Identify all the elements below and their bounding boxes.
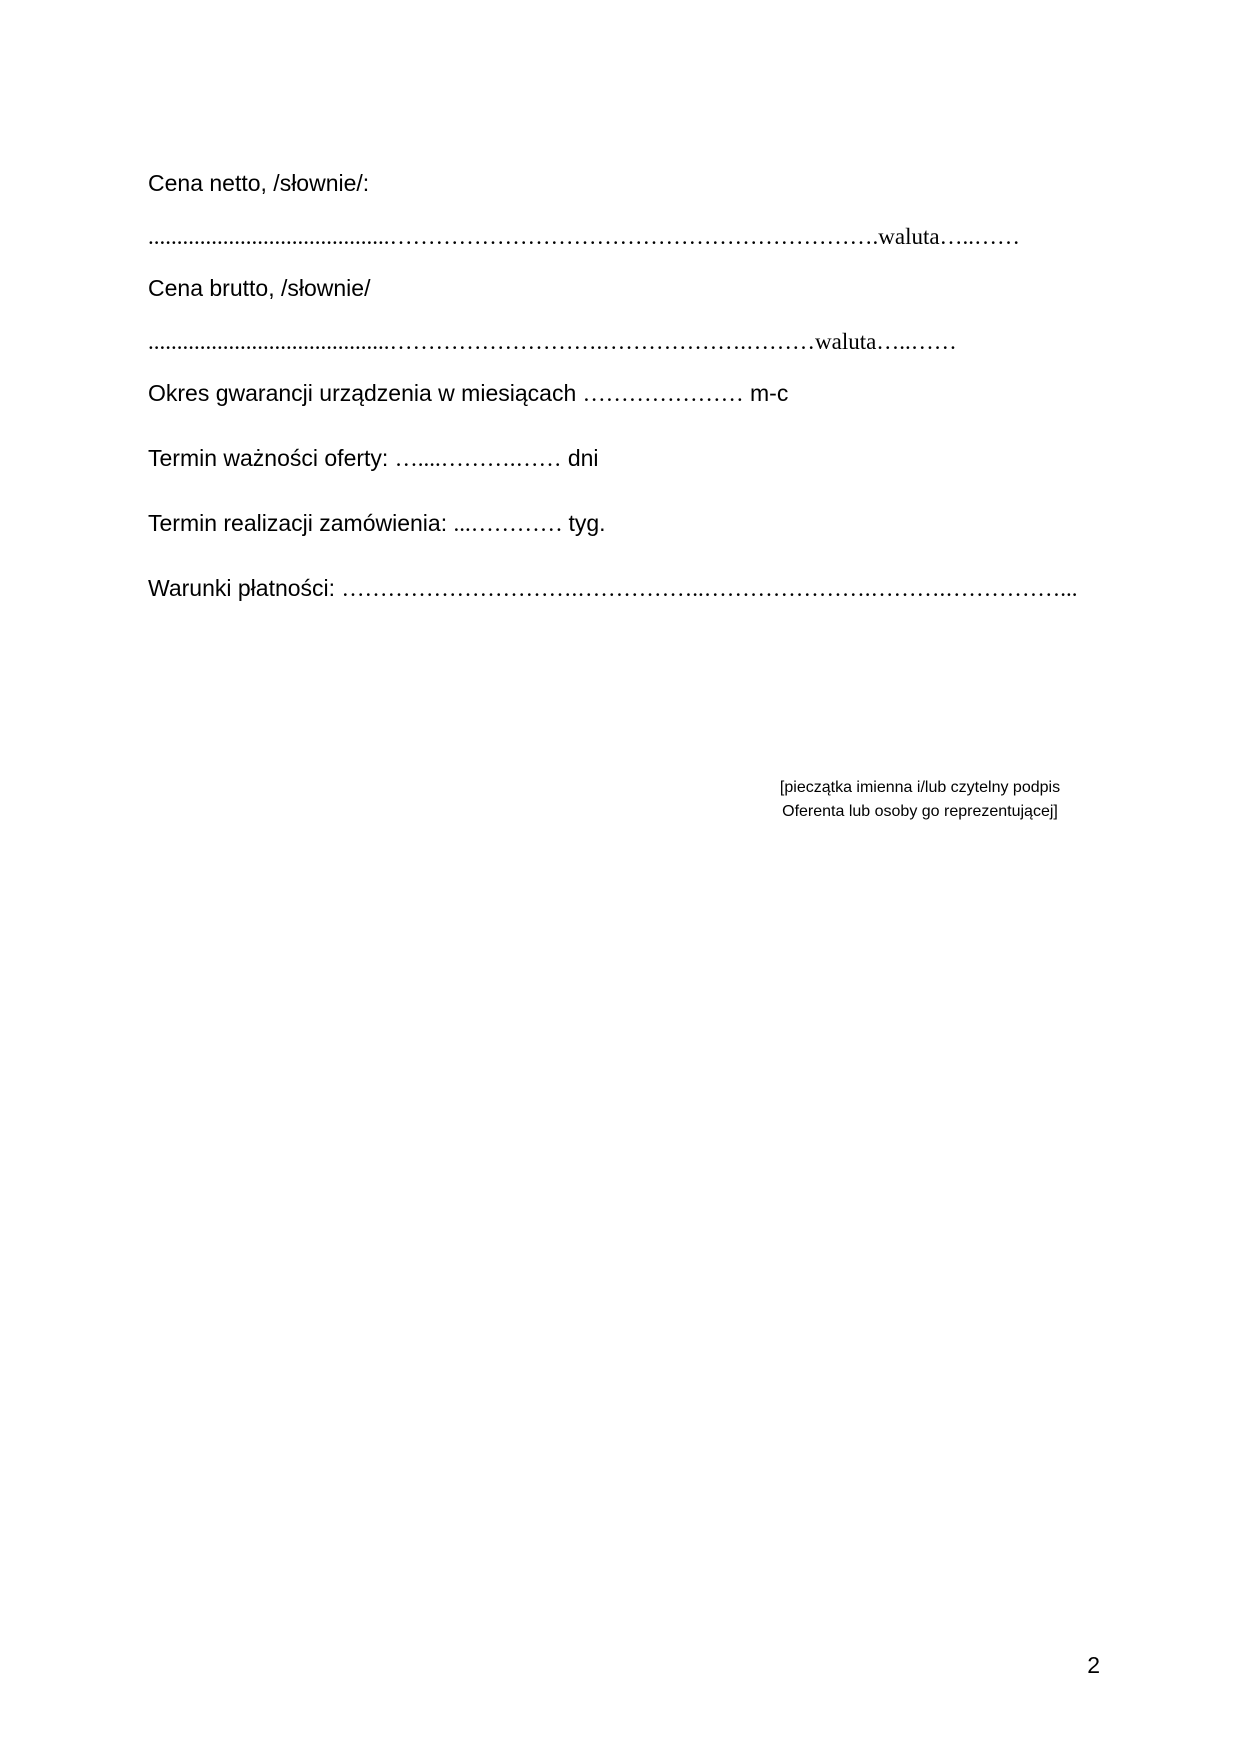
warranty-label: Okres gwarancji urządzenia w miesiącach: [148, 380, 583, 406]
offer-validity-unit: dni: [561, 445, 599, 471]
delivery-term-unit: tyg.: [568, 510, 606, 536]
gross-price-label: Cena brutto, /słownie/: [148, 275, 371, 301]
delivery-term-line: [148, 509, 606, 538]
signature-note-line-1: [pieczątka imienna i/lub czytelny podpis: [779, 779, 1061, 796]
payment-terms-label: Warunki płatności:: [148, 575, 342, 601]
payment-terms-line: [148, 574, 1077, 603]
net-price-label: Cena netto, /słownie/:: [148, 170, 370, 196]
offer-validity-line: [148, 444, 599, 473]
offer-validity-label: Termin ważności oferty:: [148, 445, 395, 471]
net-price-fill-line: [148, 222, 1020, 251]
page-number: 2: [1087, 1652, 1100, 1678]
warranty-fill: …………………: [582, 381, 744, 406]
gross-price-fill: ..........................................……………………….……………….………waluta…..……: [148, 329, 957, 354]
warranty-unit: m-c: [743, 380, 789, 406]
delivery-term-label: Termin realizacji zamówienia:: [148, 510, 454, 536]
signature-note: [700, 776, 1140, 824]
net-price-fill: ..........................................……………………………………………………….waluta…..……: [148, 224, 1021, 249]
signature-note-line-2: Oferenta lub osoby go reprezentującej]: [782, 803, 1058, 820]
warranty-line: [148, 379, 788, 408]
offer-validity-fill: …....……….……: [394, 446, 562, 471]
gross-price-label-line: [148, 274, 370, 302]
net-price-label-line: [148, 169, 369, 197]
payment-terms-fill: ………………………….……………..………………….……….……………...: [341, 576, 1078, 601]
gross-price-fill-line: [148, 327, 957, 356]
delivery-term-fill: ...…………: [453, 511, 569, 536]
